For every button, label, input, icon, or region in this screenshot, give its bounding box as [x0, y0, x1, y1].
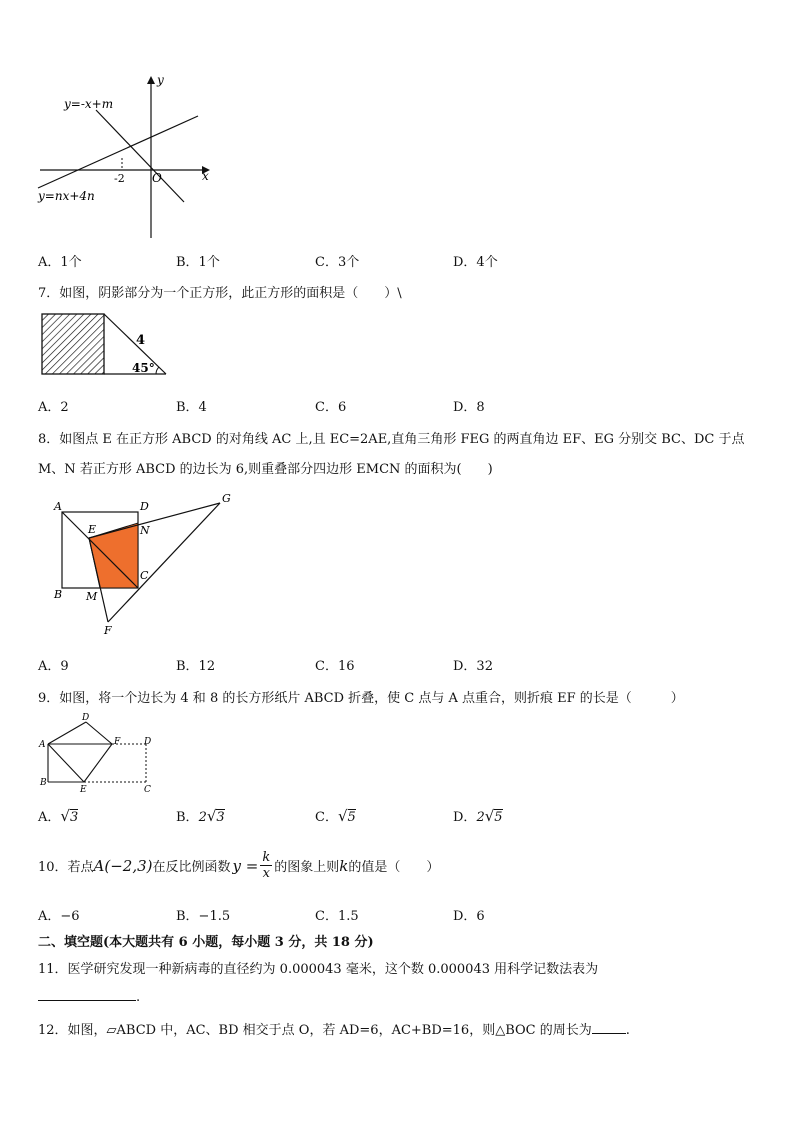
q9-option-c	[315, 806, 356, 825]
angle-arc	[156, 367, 159, 374]
q11-tail: .	[136, 990, 141, 1005]
q6-option-c: C．3个	[315, 255, 360, 270]
q10-option-d: D．6	[453, 909, 485, 924]
q10-denominator: x	[262, 866, 270, 881]
label-c: C	[140, 569, 149, 582]
label-a: A	[54, 500, 62, 513]
crease-ef	[84, 744, 112, 782]
radicand: 3	[69, 810, 79, 825]
q6-option-d: D．4个	[453, 255, 498, 270]
edge-eg	[89, 503, 220, 538]
q9-option-a	[38, 806, 78, 825]
fold-ad	[48, 722, 86, 744]
section-heading: 二、填空题(本大题共有 6 小题，每小题 3 分，共 18 分)	[38, 935, 374, 950]
sqrt-symbol: √	[484, 807, 495, 825]
q10-prefix: 10．若点	[38, 860, 94, 875]
radicand: 5	[347, 810, 356, 825]
q7-option-b: B．4	[176, 400, 207, 415]
q6-figure	[34, 70, 224, 242]
radicand: 3	[216, 810, 225, 825]
q10-option-c: C．1.5	[315, 909, 359, 924]
label-b: B	[40, 778, 47, 788]
tick-label: -2	[114, 172, 125, 185]
label-d-top: D	[82, 713, 90, 723]
q7-figure	[38, 310, 172, 380]
q10-middle: 在反比例函数	[152, 860, 231, 875]
label-d: D	[140, 500, 149, 513]
q11-answer-line	[38, 986, 140, 1005]
y-axis-arrow	[147, 76, 155, 84]
label-d-right: D	[144, 737, 152, 747]
diagonal-ae	[48, 744, 84, 782]
answer-blank[interactable]	[38, 986, 136, 1001]
q12-text-line	[38, 1019, 630, 1038]
q12-text: 12．如图，▱ABCD 中，AC、BD 相交于点 O，若 AD=6，AC+BD=16，则△BOC 的周长为	[38, 1023, 592, 1038]
label-c: C	[144, 785, 151, 794]
line1-label: y=-x+m	[64, 97, 114, 111]
q10-option-a: A．−6	[38, 909, 80, 924]
sqrt-symbol: √	[206, 807, 217, 825]
label-f: F	[114, 737, 121, 747]
q12-tail: .	[625, 1023, 630, 1038]
q10-func-y: y =	[232, 856, 259, 875]
answer-blank[interactable]	[592, 1019, 626, 1034]
q9-option-d	[453, 806, 503, 825]
sqrt-symbol: √	[337, 807, 348, 825]
option-letter: C．	[315, 810, 338, 825]
q8-text-line2: M、N 若正方形 ABCD 的边长为 6,则重叠部分四边形 EMCN 的面积为( )	[38, 462, 493, 477]
fold-df	[86, 722, 112, 744]
q9-figure	[36, 710, 160, 794]
q10-suffix2: 的值是（ ）	[348, 860, 440, 875]
q10-text	[38, 850, 439, 881]
q10-numerator: k	[262, 850, 271, 865]
q8-figure	[48, 488, 248, 640]
q10-option-b: B．−1.5	[176, 909, 231, 924]
q7-option-a: A．2	[38, 400, 69, 415]
q9-option-b	[176, 806, 225, 825]
q7-option-d: D．8	[453, 400, 485, 415]
q10-k: k	[339, 856, 349, 875]
q6-option-b: B．1个	[176, 255, 220, 270]
option-letter: D．	[453, 810, 477, 825]
q10-fraction	[260, 850, 272, 881]
side-label: 4	[136, 333, 146, 348]
y-axis-label: y	[157, 73, 164, 87]
label-f: F	[104, 624, 112, 637]
label-n: N	[140, 524, 150, 537]
label-g: G	[222, 492, 231, 505]
q6-option-a: A．1个	[38, 255, 82, 270]
line2-label: y=nx+4n	[38, 189, 95, 203]
overlap-quadrilateral	[89, 523, 138, 588]
label-a: A	[39, 740, 46, 750]
option-letter: A．	[38, 810, 61, 825]
option-letter: B．	[176, 810, 199, 825]
q7-text: 7．如图，阴影部分为一个正方形，此正方形的面积是（ ）\	[38, 286, 402, 301]
q10-point: A(−2,3)	[93, 856, 153, 875]
coef: 2	[476, 810, 485, 825]
q8-text-line1: 8．如图点 E 在正方形 ABCD 的对角线 AC 上,且 EC=2AE,直角三角形 FEG 的两直角边 EF、EG 分别交 BC、DC 于点	[38, 432, 745, 447]
q8-option-d: D．32	[453, 659, 493, 674]
shaded-square	[42, 314, 104, 374]
q8-option-c: C．16	[315, 659, 355, 674]
angle-label: 45°	[132, 361, 155, 375]
radicand: 5	[494, 810, 503, 825]
origin-label: O	[152, 171, 162, 185]
q10-suffix1: 的图象上则	[274, 860, 340, 875]
label-e: E	[80, 785, 87, 794]
coef: 2	[198, 810, 207, 825]
q7-option-c: C．6	[315, 400, 347, 415]
q8-option-b: B．12	[176, 659, 216, 674]
sqrt-symbol: √	[60, 807, 70, 825]
q8-option-a: A．9	[38, 659, 69, 674]
x-axis-label: x	[202, 169, 209, 183]
label-b: B	[54, 588, 63, 601]
q11-text: 11．医学研究发现一种新病毒的直径约为 0.000043 毫米，这个数 0.000043 用科学记数法表为	[38, 962, 599, 977]
label-e: E	[88, 523, 97, 536]
label-m: M	[86, 590, 98, 603]
q9-text: 9．如图，将一个边长为 4 和 8 的长方形纸片 ABCD 折叠，使 C 点与 A 点重合，则折痕 EF 的长是（ ）	[38, 691, 684, 706]
